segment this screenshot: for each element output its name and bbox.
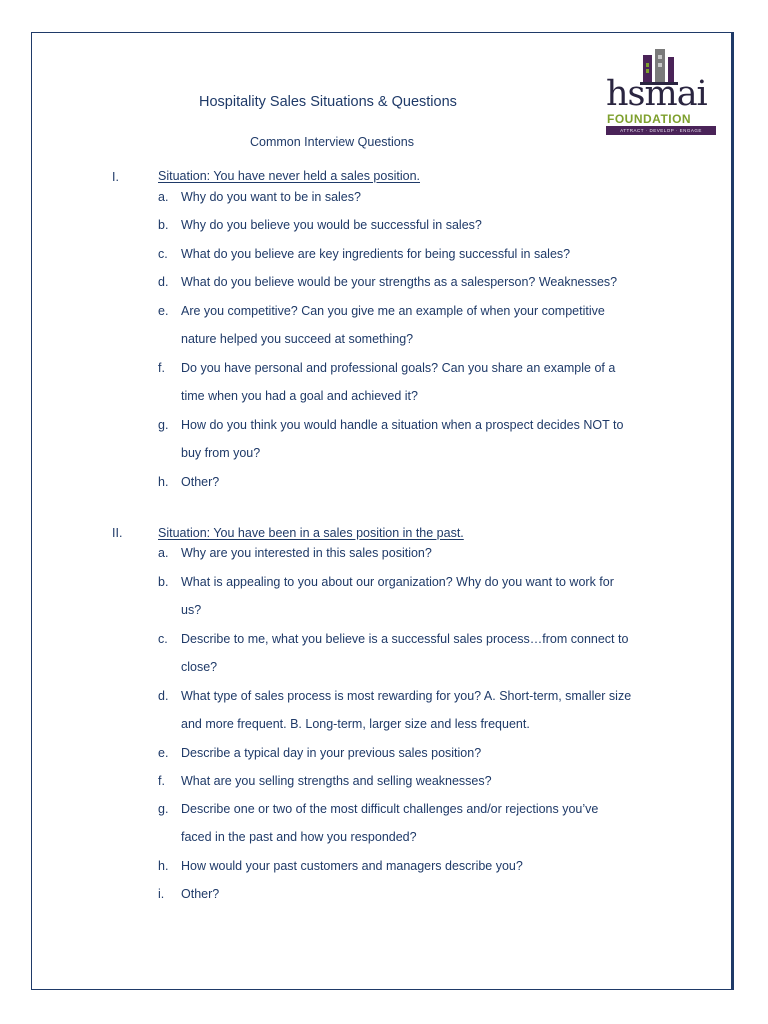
list-item: Describe to me, what you believe is a successful sales process…from connect to xyxy=(181,632,629,646)
list-item: Are you competitive? Can you give me an example of when your competitive xyxy=(181,304,605,318)
list-item-letter: i. xyxy=(158,887,165,901)
list-item-letter: c. xyxy=(158,632,168,646)
hsmai-foundation-logo xyxy=(605,49,717,139)
list-item-letter: h. xyxy=(158,475,169,489)
list-item-letter: h. xyxy=(158,859,169,873)
list-item-letter: f. xyxy=(158,361,165,375)
section-heading: Situation: You have never held a sales position. xyxy=(158,169,420,183)
list-item: Describe one or two of the most difficult challenges and/or rejections you’ve xyxy=(181,802,599,816)
list-item-letter: g. xyxy=(158,802,169,816)
list-item-continuation: faced in the past and how you responded? xyxy=(181,830,417,844)
list-item: Why are you interested in this sales position? xyxy=(181,546,432,560)
list-item-letter: b. xyxy=(158,575,169,589)
list-item: What are you selling strengths and selling weaknesses? xyxy=(181,774,492,788)
section-heading: Situation: You have been in a sales position in the past. xyxy=(158,526,464,540)
logo-foundation-text: FOUNDATION xyxy=(607,112,692,126)
list-item: Other? xyxy=(181,887,220,901)
list-item-letter: e. xyxy=(158,746,169,760)
section-number: I. xyxy=(112,170,119,184)
list-item-letter: f. xyxy=(158,774,165,788)
list-item-letter: d. xyxy=(158,275,169,289)
list-item: How would your past customers and managers describe you? xyxy=(181,859,523,873)
document-title: Hospitality Sales Situations & Questions xyxy=(199,94,457,110)
list-item: What do you believe are key ingredients for being successful in sales? xyxy=(181,247,571,261)
list-item-letter: d. xyxy=(158,689,169,703)
list-item-letter: c. xyxy=(158,247,168,261)
list-item: Do you have personal and professional goals? Can you share an example of a xyxy=(181,361,616,375)
logo-wordmark: hsmai xyxy=(606,74,707,114)
list-item: How do you think you would handle a situation when a prospect decides NOT to xyxy=(181,418,624,432)
list-item: What type of sales process is most rewarding for you? A. Short-term, smaller size xyxy=(181,689,632,703)
list-item-continuation: buy from you? xyxy=(181,446,261,460)
document-subtitle: Common Interview Questions xyxy=(250,135,414,149)
list-item-letter: a. xyxy=(158,190,169,204)
list-item: Why do you want to be in sales? xyxy=(181,190,361,204)
list-item-letter: b. xyxy=(158,218,169,232)
list-item-continuation: us? xyxy=(181,603,202,617)
list-item-continuation: nature helped you succeed at something? xyxy=(181,332,414,346)
list-item: What do you believe would be your strengths as a salesperson? Weaknesses? xyxy=(181,275,618,289)
list-item-continuation: close? xyxy=(181,660,218,674)
list-item: Describe a typical day in your previous sales position? xyxy=(181,746,482,760)
list-item-letter: e. xyxy=(158,304,169,318)
list-item-continuation: and more frequent. B. Long-term, larger size and less frequent. xyxy=(181,717,530,731)
list-item: What is appealing to you about our organization? Why do you want to work for xyxy=(181,575,614,589)
list-item-continuation: time when you had a goal and achieved it? xyxy=(181,389,418,403)
list-item-letter: g. xyxy=(158,418,169,432)
list-item-letter: a. xyxy=(158,546,169,560)
logo-tagline: ATTRACT · DEVELOP · ENGAGE xyxy=(606,126,716,135)
section-number: II. xyxy=(112,526,123,540)
list-item: Other? xyxy=(181,475,220,489)
list-item: Why do you believe you would be successful in sales? xyxy=(181,218,482,232)
